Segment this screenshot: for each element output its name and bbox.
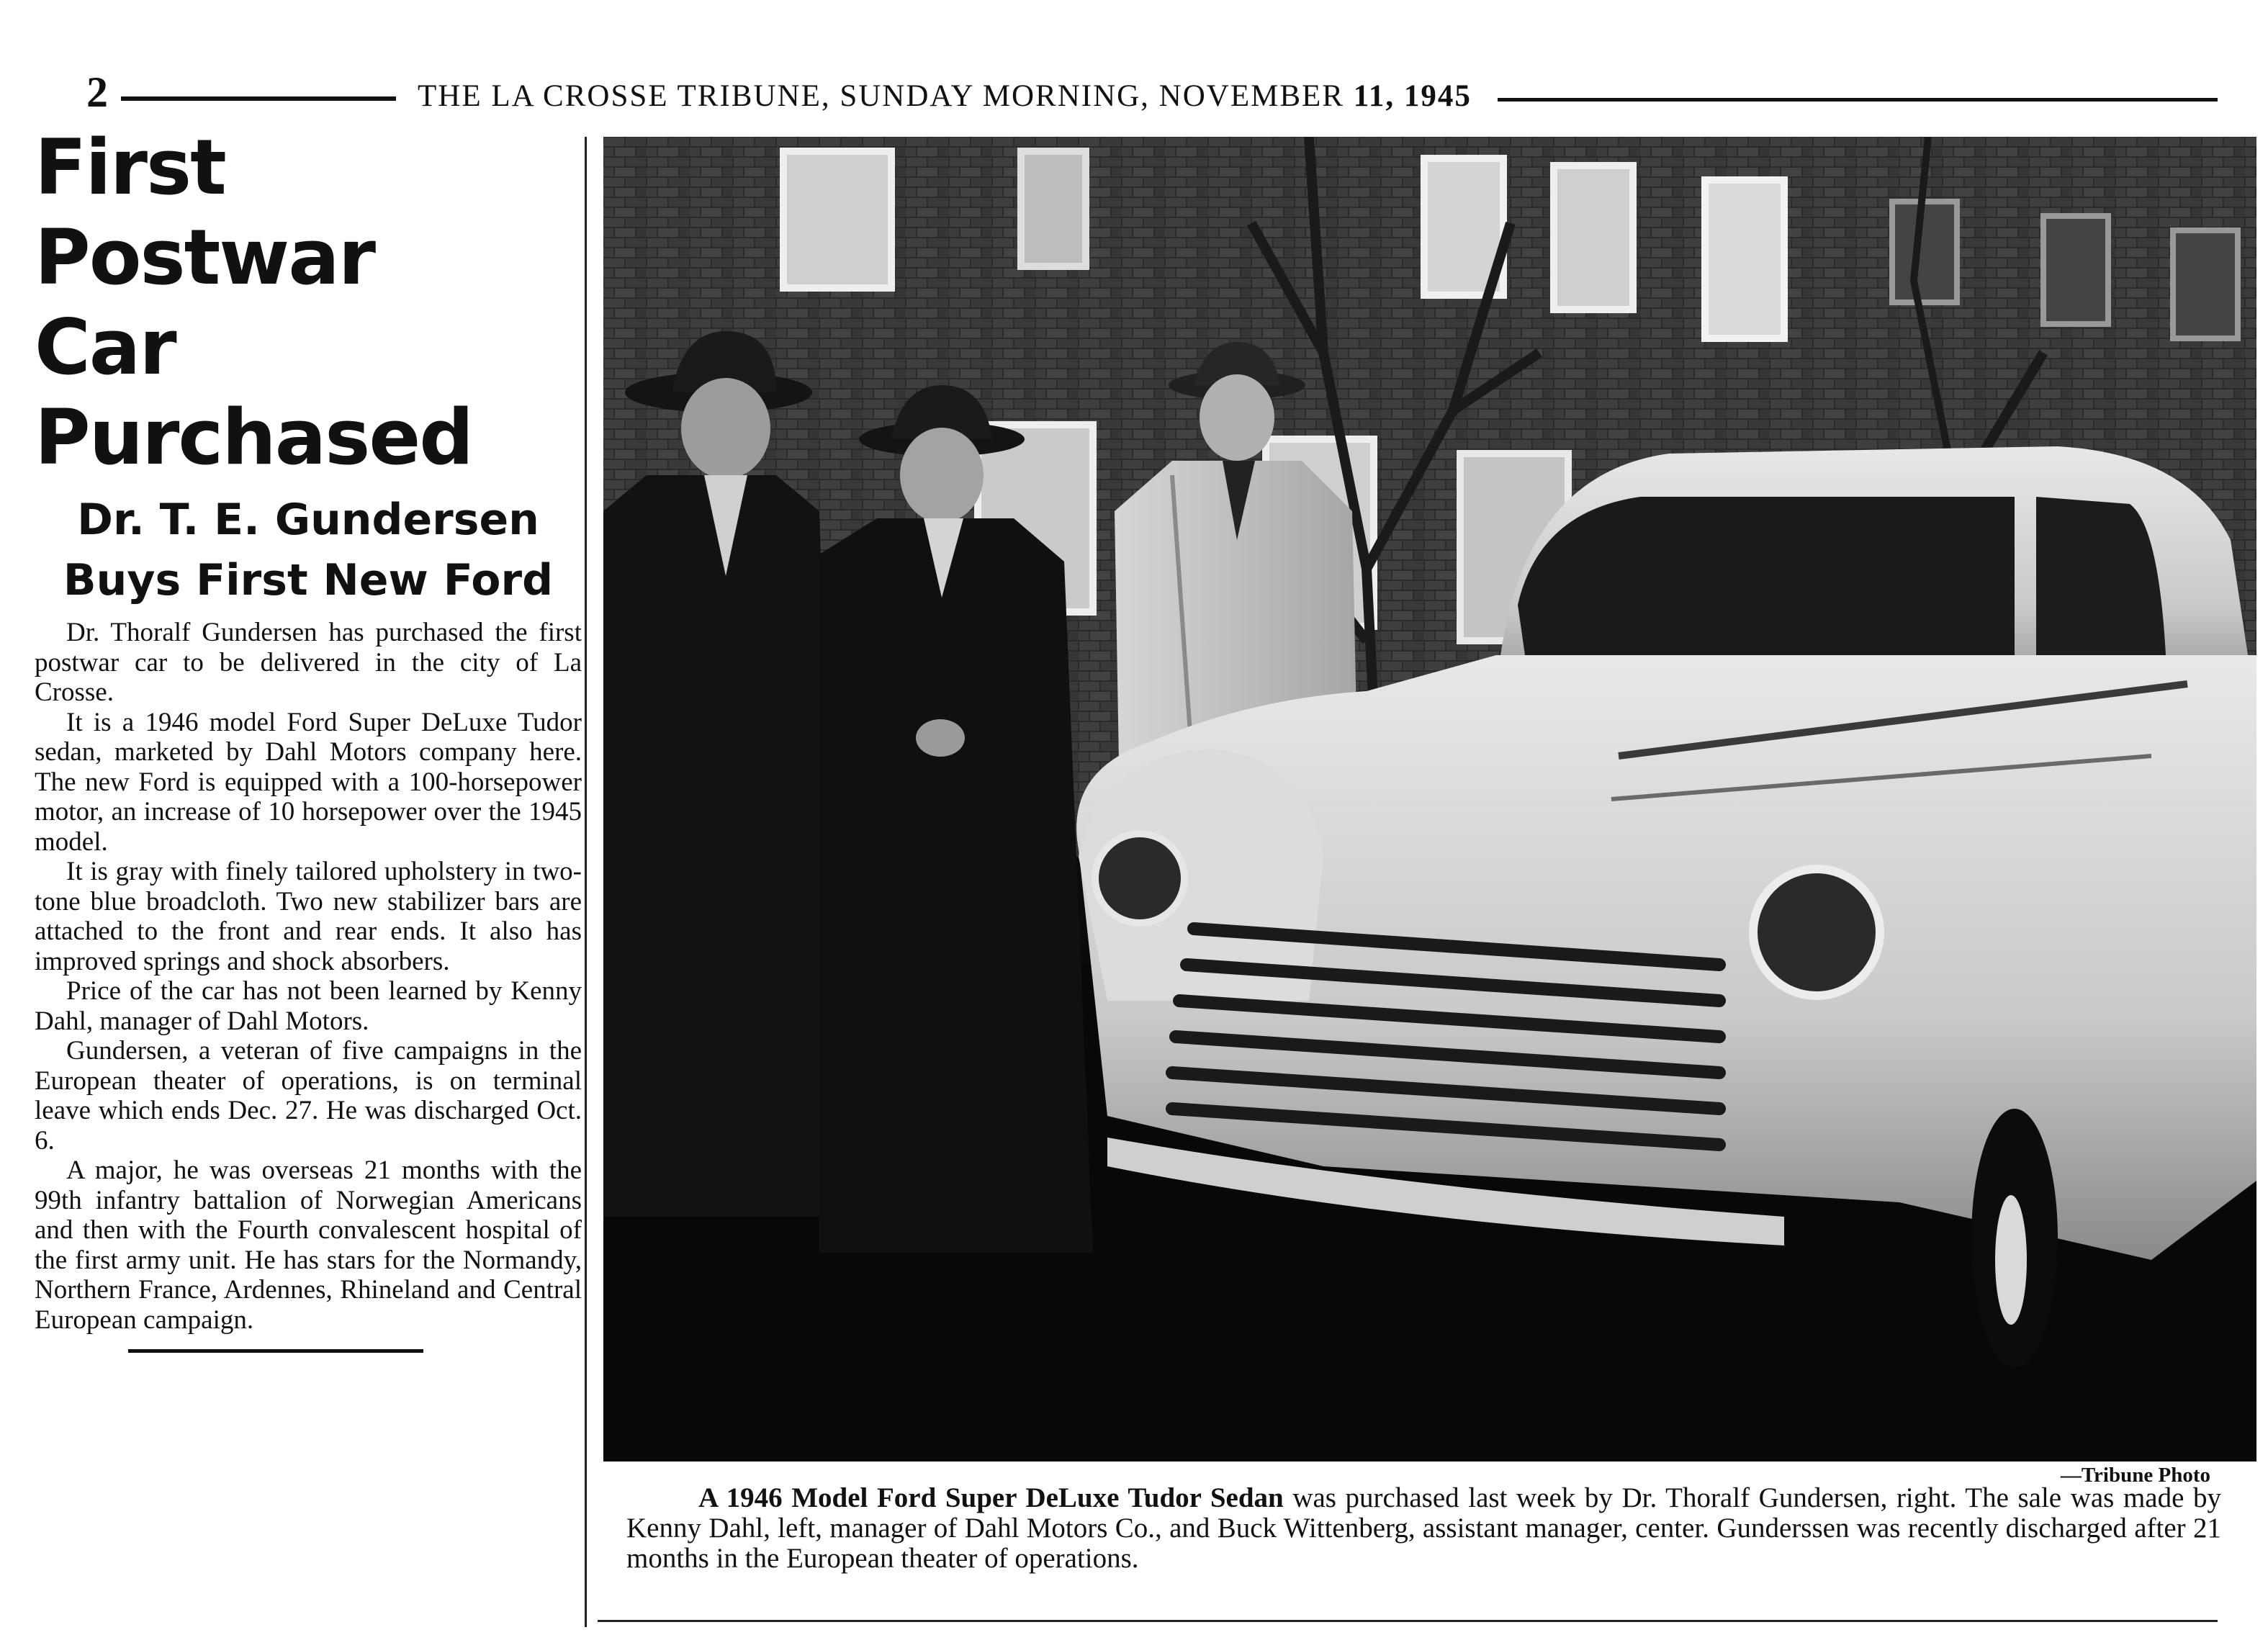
article-column	[35, 122, 582, 1353]
publication-date: 11, 1945	[1353, 79, 1472, 113]
page-number: 2	[86, 68, 108, 116]
masthead-rule-right	[1498, 98, 2218, 102]
subheadline	[35, 490, 582, 611]
headline-line-1: First Postwar	[35, 123, 375, 302]
publication-line	[418, 75, 1472, 118]
paragraph: It is gray with finely tailored upholstery in two-tone blue broadcloth. Two new stabilizer bars are attached to the front and rear ends. It also has improved springs and shock absorbers.	[35, 857, 582, 976]
paragraph: Dr. Thoralf Gundersen has purchased the first postwar car to be delivered in the city of La Crosse.	[35, 618, 582, 707]
caption-text: was purchased last week by Dr. Thoralf Gundersen, right. The sale was made by Kenny Dahl, left, manager of Dahl Motors Co., and Buck Wittenberg, assistant manager, center. Gunderssen was recently discharged after 21 months in the European theater of operations.	[626, 1482, 2221, 1574]
headline	[35, 122, 582, 482]
masthead	[86, 68, 2268, 121]
news-photo	[603, 137, 2256, 1461]
subhead-line-2: Buys First New Ford	[63, 555, 554, 605]
photo-credit: —Tribune Photo	[2060, 1464, 2210, 1487]
article-end-rule	[128, 1349, 423, 1353]
column-divider	[585, 137, 587, 1627]
subhead-line-1: Dr. T. E. Gundersen	[77, 495, 539, 545]
paragraph: Price of the car has not been learned by Kenny Dahl, manager of Dahl Motors.	[35, 976, 582, 1036]
paragraph: Gundersen, a veteran of five campaigns in the European theater of operations, is on terminal leave which ends Dec. 27. He was discharged Oct. 6.	[35, 1036, 582, 1156]
caption-lead: A 1946 Model Ford Super DeLuxe Tudor Sedan	[698, 1482, 1284, 1513]
photo-caption	[626, 1483, 2221, 1574]
masthead-rule-left	[121, 96, 396, 101]
paragraph: It is a 1946 model Ford Super DeLuxe Tudor sedan, marketed by Dahl Motors company here. The new Ford is equipped with a 100-horsepower motor, an increase of 10 horsepower over the 1945 model.	[35, 707, 582, 857]
paragraph: A major, he was overseas 21 months with the 99th infantry battalion of Norwegian Americans and then with the Fourth convalescent hospital of the first army unit. He has stars for the Normandy, Northern France, Ardennes, Rhineland and Central European campaign.	[35, 1156, 582, 1335]
article-body	[35, 618, 582, 1335]
bottom-rule	[598, 1620, 2218, 1622]
headline-line-2: Car Purchased	[35, 303, 473, 482]
publication-name: THE LA CROSSE TRIBUNE, SUNDAY MORNING, NOVEMBER	[418, 79, 1344, 113]
